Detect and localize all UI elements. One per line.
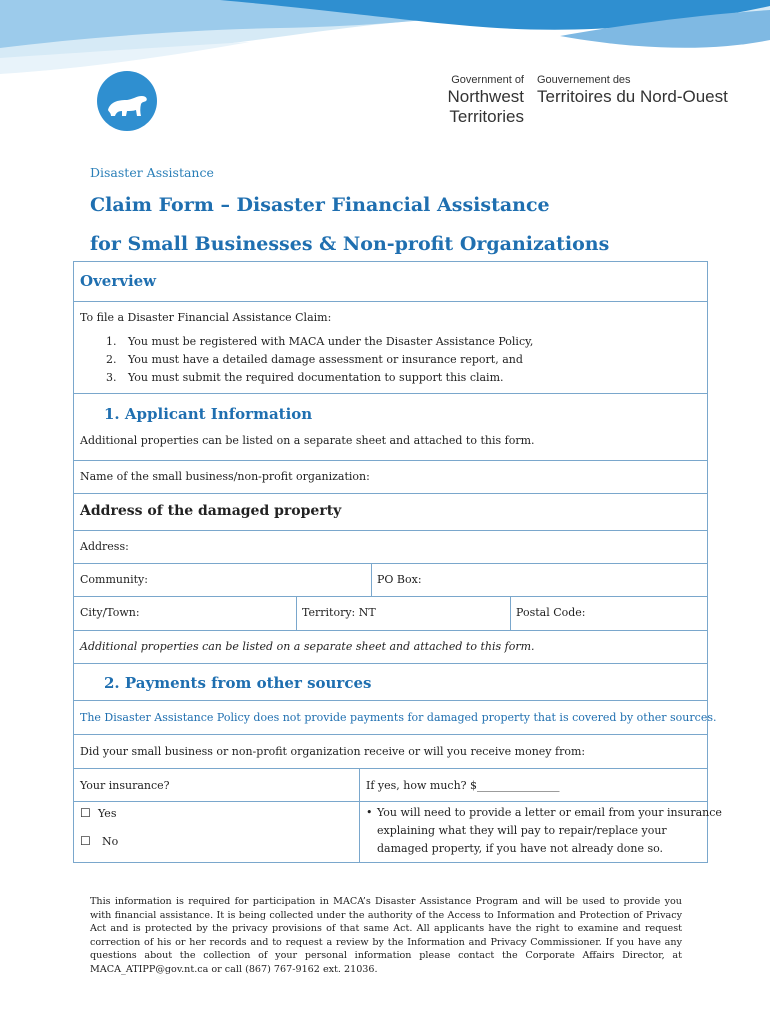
privacy-notice: This information is required for participation in MACA’s Disaster Assistance Program and will be used to provide you with financial assistance. It is being collected under the authority of the Access to Information and Protection of Privacy Act and is protected by the privacy provisions of that same Act. All applicants have the right to examine and request correction of his or her records and to request a review by the Information and Privacy Commissioner. If you have any questions about the collection of your personal information please contact the Corporate Affairs Director, at MACA_ATIPP@gov.nt.ca or call (867) 767-9162 ext. 21036. — [90, 896, 682, 975]
additional-properties-note-row — [74, 631, 707, 664]
gov-fr-big: Territoires du Nord-Ouest — [537, 87, 728, 106]
yes-label: Yes — [98, 807, 117, 820]
org-name-label: Name of the small business/non-profit organization: — [80, 470, 370, 483]
government-name-english — [376, 74, 524, 127]
question-row — [74, 735, 707, 769]
overview-body-row: To file a Disaster Financial Assistance Claim: 1. You must be registered with MACA under the Disaster Assistance Policy, 2. You must have a detailed damage assessment or insurance report, and 3. You must submit the required documentation to support this claim. — [74, 302, 707, 394]
divider — [296, 597, 297, 631]
gov-en-small: Government of — [451, 74, 524, 86]
address-field[interactable] — [74, 531, 707, 564]
page-title-line2: for Small Businesses & Non-profit Organizations — [90, 233, 610, 255]
section-label: Disaster Assistance — [90, 165, 214, 180]
insurance-instruction-line1: You will need to provide a letter or email from your insurance — [377, 806, 722, 819]
insurance-instruction-line2: explaining what they will pay to repair/replace your — [377, 824, 667, 837]
postal-code-label: Postal Code: — [516, 606, 586, 619]
yes-checkbox[interactable]: ☐ — [80, 806, 91, 820]
insurance-options-row — [74, 802, 722, 863]
payments-heading-row — [74, 664, 707, 701]
applicant-note: Additional properties can be listed on a separate sheet and attached to this form. — [80, 434, 535, 447]
government-name-french — [537, 74, 728, 107]
page-title-line1: Claim Form – Disaster Financial Assistance — [90, 194, 550, 216]
address-heading-row — [74, 494, 707, 531]
claim-form — [73, 261, 722, 863]
additional-properties-note: Additional properties can be listed on a separate sheet and attached to this form. — [80, 640, 535, 653]
policy-note: The Disaster Assistance Policy does not provide payments for damaged property that is covered by other sources. — [80, 711, 717, 724]
payments-question: Did your small business or non-profit organization receive or will you receive money from: — [80, 745, 586, 758]
insurance-row — [74, 769, 707, 802]
overview-heading: Overview — [80, 272, 157, 290]
overview-header-row — [74, 262, 707, 302]
how-much-field[interactable]: If yes, how much? $_______________ — [366, 779, 560, 792]
address-label: Address: — [80, 540, 129, 553]
applicant-heading: 1. Applicant Information — [104, 405, 313, 423]
divider — [359, 769, 360, 802]
divider — [359, 802, 360, 863]
overview-intro: To file a Disaster Financial Assistance Claim: — [80, 311, 332, 324]
bullet-icon: • — [366, 806, 373, 819]
insurance-label: Your insurance? — [80, 779, 170, 792]
gov-fr-small: Gouvernement des — [537, 74, 631, 86]
gov-en-big: Northwest Territories — [447, 87, 524, 126]
insurance-instruction-line3: damaged property, if you have not already done so. — [377, 842, 664, 855]
community-label: Community: — [80, 573, 148, 586]
pobox-label: PO Box: — [377, 573, 422, 586]
polar-bear-logo-icon — [96, 70, 158, 132]
city-label: City/Town: — [80, 606, 140, 619]
city-territory-postal-row — [74, 597, 707, 631]
payments-heading: 2. Payments from other sources — [104, 674, 372, 692]
divider — [510, 597, 511, 631]
org-name-field[interactable] — [74, 461, 707, 494]
policy-note-row — [74, 701, 717, 735]
no-checkbox[interactable]: ☐ — [80, 834, 91, 848]
applicant-section-row — [74, 394, 707, 461]
territory-label: Territory: NT — [302, 606, 376, 619]
no-label: No — [102, 835, 119, 848]
divider — [371, 564, 372, 597]
address-heading: Address of the damaged property — [80, 503, 342, 519]
community-pobox-row — [74, 564, 707, 597]
